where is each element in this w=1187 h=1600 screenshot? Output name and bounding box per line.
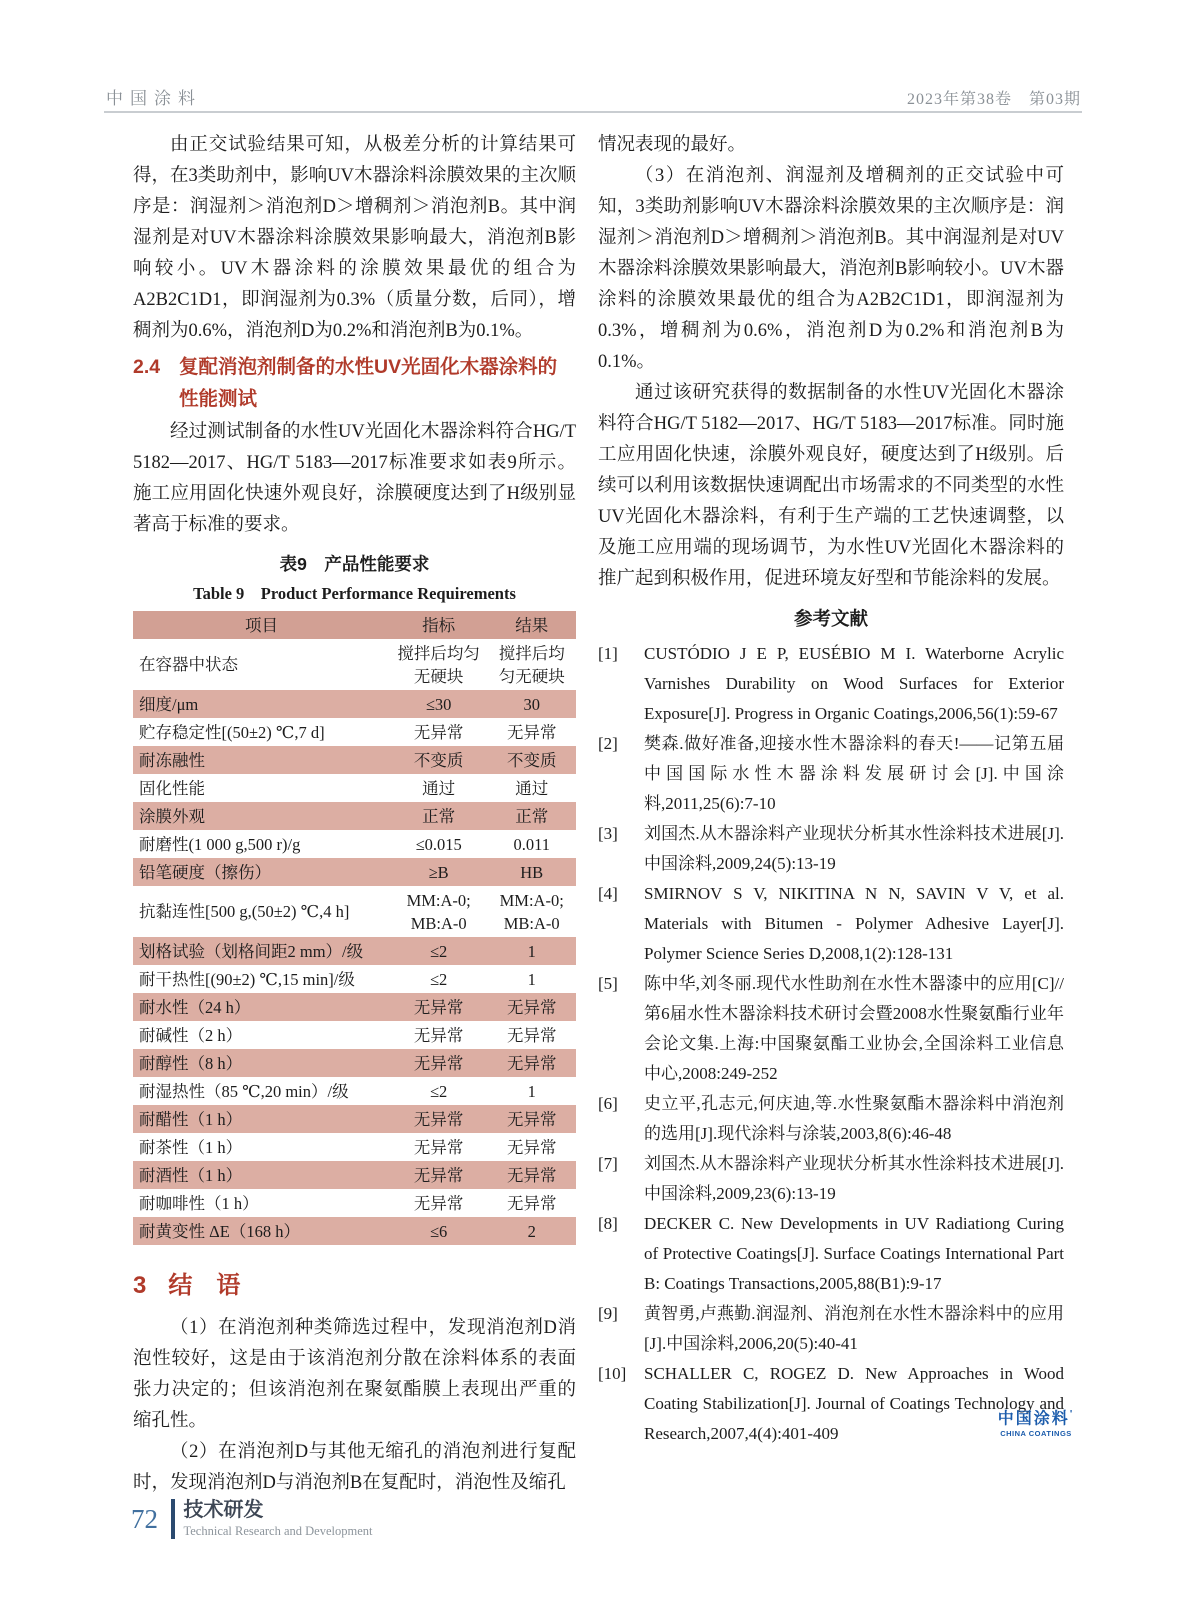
table-cell-item: 耐咖啡性（1 h） [139, 1193, 259, 1213]
table-cell-item: 耐茶性（1 h） [139, 1137, 243, 1157]
table-cell-item: 在容器中状态 [139, 655, 238, 674]
table-cell-result: 无异常 [506, 1137, 557, 1157]
table-cell-item: 耐醇性（8 h） [139, 1053, 243, 1073]
section-title: 结 语 [168, 1272, 241, 1299]
reference-text: 陈中华,刘冬丽.现代水性助剂在水性木器漆中的应用[C]//第6届水性木器涂料技术研讨会暨2008水性聚氨酯行业年会论文集.上海:中国聚氨酯工业协会,全国涂料工业信息中心,2008:249-252 [644, 974, 1064, 1083]
table-cell-item: 耐酒性（1 h） [139, 1165, 243, 1185]
table-cell-result: 不变质 [506, 750, 557, 770]
table-cell-result: 无异常 [506, 1109, 557, 1129]
table-row [133, 1189, 576, 1217]
footer [131, 1496, 372, 1542]
table-cell-item: 耐水性（24 h） [139, 997, 251, 1017]
reference-text: 黄智勇,卢燕勤.润湿剂、消泡剂在水性木器涂料中的应用[J].中国涂料,2006,20(5):40-41 [644, 1304, 1064, 1353]
table-row [133, 802, 576, 830]
table-row [133, 937, 576, 965]
table-row [133, 1077, 576, 1105]
paragraph-summary: 通过该研究获得的数据制备的水性UV光固化木器涂料符合HG/T 5182—2017、HG/T 5183—2017标准。同时施工应用固化快速，涂膜外观良好，硬度达到了H级别。后续可以利用该数据快速调配出市场需求的不同类型的水性UV光固化木器涂料，有利于生产端的工艺快速调整，以及施工应用端的现场调节，为水性UV光固化木器涂料的推广起到积极作用，促进环境友好型和节能涂料的发展。 [598, 383, 1064, 589]
reference-text: 刘国杰.从木器涂料产业现状分析其水性涂料技术进展[J].中国涂料,2009,24(5):13-19 [644, 824, 1064, 873]
column-header-item: 项目 [244, 615, 278, 635]
table-cell-result: 1 [527, 969, 536, 989]
table-cell-result: 无异常 [506, 1193, 557, 1213]
reference-text: SCHALLER C, ROGEZ D. New Approaches in Wood Coating Stabilization[J]. Journal of Coatings Technology and Research,2007,4(4):401-409 [644, 1364, 1064, 1443]
reference-number: [7] [598, 1154, 618, 1173]
table-row [133, 886, 576, 937]
table-cell-spec: ≤2 [430, 969, 448, 989]
table-cell-result: 30 [523, 694, 540, 714]
section-number: 2.4 [133, 356, 161, 378]
footer-section-zh: 技术研发 [183, 1499, 264, 1521]
table-cell-result: MM:A-0; MB:A-0 [499, 890, 564, 933]
performance-table [133, 611, 576, 1245]
table-row [133, 830, 576, 858]
china-coatings-logo [985, 1406, 1087, 1438]
logo-text-zh: 中国涂料 ' [985, 1406, 1087, 1428]
table-cell-spec: ≤30 [425, 694, 452, 714]
table-cell-spec: MM:A-0; MB:A-0 [406, 890, 471, 933]
references-heading: 参考文献 [793, 610, 868, 630]
table-cell-item: 耐醋性（1 h） [139, 1109, 243, 1129]
table-cell-item: 耐干热性[(90±2) ℃,15 min]/级 [139, 969, 355, 989]
footer-section [184, 1496, 373, 1542]
table-row [133, 1105, 576, 1133]
table-cell-result: 正常 [515, 806, 549, 826]
table-cell-spec: ≤2 [430, 1081, 448, 1101]
table-row [133, 746, 576, 774]
references-list [598, 639, 1064, 1449]
logo-text-en: CHINA COATINGS [1000, 1429, 1072, 1439]
table-row [133, 1161, 576, 1189]
reference-item [598, 1149, 1064, 1209]
reference-item [598, 969, 1064, 1089]
conclusion-point-3: （3）在消泡剂、润湿剂及增稠剂的正交试验中可知，3类助剂影响UV木器涂料涂膜效果的主次顺序是：润湿剂＞消泡剂D＞增稠剂＞消泡剂B。其中润湿剂是对UV木器涂料涂膜效果影响最大，消泡剂B影响较小。UV木器涂料的涂膜效果最优的组合为A2B2C1D1，即润湿剂为0.3%，增稠剂为0.6%，消泡剂D为0.2%和消泡剂B为0.1%。 [598, 166, 1064, 372]
performance-table-body [133, 639, 576, 1245]
table-cell-spec: ≤6 [430, 1221, 448, 1241]
table-cell-item: 细度/μm [139, 694, 199, 714]
reference-number: [9] [598, 1304, 618, 1323]
table-row [133, 718, 576, 746]
table-row [133, 639, 576, 690]
reference-number: [5] [598, 974, 618, 993]
table-cell-item: 涂膜外观 [139, 806, 205, 826]
table-cell-result: 无异常 [506, 722, 557, 742]
table-cell-spec: ≥B [428, 862, 449, 882]
table-row [133, 965, 576, 993]
table-cell-item: 耐磨性(1 000 g,500 r)/g [139, 834, 301, 854]
table-cell-result: 无异常 [506, 1053, 557, 1073]
reference-item [598, 879, 1064, 969]
reference-text: 樊森.做好准备,迎接水性木器涂料的春天!——记第五届中国国际水性木器涂料发展研讨会[J].中国涂料,2011,25(6):7-10 [644, 734, 1064, 813]
table-cell-item: 耐黄变性 ΔE（168 h） [139, 1221, 300, 1241]
reference-number: [2] [598, 734, 618, 753]
table-row [133, 1049, 576, 1077]
table-cell-spec: ≤0.015 [415, 834, 462, 854]
paragraph-test-results: 经过测试制备的水性UV光固化木器涂料符合HG/T 5182—2017、HG/T 5183—2017标准要求如表9所示。施工应用固化快速外观良好，涂膜硬度达到了H级别显著高于标准的要求。 [133, 422, 576, 535]
reference-number: [10] [598, 1364, 627, 1383]
table-row [133, 1133, 576, 1161]
column-header-result: 结果 [515, 615, 549, 635]
table-row [133, 858, 576, 886]
table-cell-spec: 通过 [422, 778, 456, 798]
reference-text: DECKER C. New Developments in UV Radiationg Curing of Protective Coatings[J]. Surface Coatings International Part B: Coatings Transactions,2005,88(B1):9-17 [644, 1214, 1064, 1293]
section-title: 复配消泡剂制备的水性UV光固化木器涂料的性能测试 [179, 356, 558, 410]
reference-text: SMIRNOV S V, NIKITINA N N, SAVIN V V, et al. Materials with Bitumen - Polymer Adhesive Layer[J]. Polymer Science Series D,2008,1(2):128-131 [644, 884, 1064, 963]
table-cell-item: 贮存稳定性[(50±2) ℃,7 d] [139, 722, 325, 742]
table-cell-spec: 无异常 [413, 1193, 464, 1213]
table-row [133, 993, 576, 1021]
table-cell-item: 固化性能 [139, 778, 205, 798]
table-cell-spec: 无异常 [413, 722, 464, 742]
table-cell-result: 0.011 [513, 834, 550, 854]
header-rule [104, 111, 1082, 113]
table-cell-result: 1 [527, 941, 536, 961]
paragraph-continuation: 情况表现的最好。 [598, 135, 747, 155]
footer-divider [171, 1499, 175, 1539]
page-number: 72 [131, 1504, 158, 1534]
table-cell-spec: ≤2 [430, 941, 448, 961]
table-row [133, 690, 576, 718]
journal-name: 中国涂料 [106, 89, 202, 108]
table-cell-item: 划格试验（划格间距2 mm）/级 [139, 941, 364, 961]
table-caption-en: Table 9 Product Performance Requirements [193, 584, 516, 603]
reference-text: CUSTÓDIO J E P, EUSÉBIO M I. Waterborne Acrylic Varnishes Durability on Wood Surfaces for Exterior Exposure[J]. Progress in Organic Coatings,2006,56(1):59-67 [644, 644, 1064, 723]
table-row [133, 1217, 576, 1245]
reference-number: [4] [598, 884, 618, 903]
table-row [133, 1021, 576, 1049]
table-cell-item: 耐碱性（2 h） [139, 1025, 243, 1045]
column-header-spec: 指标 [422, 615, 456, 635]
conclusion-point-1: （1）在消泡剂种类筛选过程中，发现消泡剂D消泡性较好，这是由于该消泡剂分散在涂料体系的表面张力决定的；但该消泡剂在聚氨酯膜上表现出严重的缩孔性。 [133, 1318, 576, 1431]
footer-section-en: Technical Research and Development [183, 1524, 373, 1538]
table-cell-result: 无异常 [506, 997, 557, 1017]
reference-item [598, 1299, 1064, 1359]
reference-text: 史立平,孔志元,何庆迪,等.水性聚氨酯木器涂料中消泡剂的选用[J].现代涂料与涂装,2003,8(6):46-48 [644, 1094, 1064, 1143]
section-heading-3 [133, 1271, 576, 1301]
table-cell-result: 2 [527, 1221, 536, 1241]
table-cell-result: 搅拌后均匀无硬块 [498, 643, 565, 686]
issue-info: 2023年第38卷 第03期 [906, 91, 1081, 108]
conclusion-point-2: （2）在消泡剂D与其他无缩孔的消泡剂进行复配时，发现消泡剂D与消泡剂B在复配时，消泡性及缩孔 [133, 1442, 576, 1493]
reference-number: [8] [598, 1214, 618, 1233]
table-cell-item: 抗黏连性[500 g,(50±2) ℃,4 h] [139, 902, 350, 921]
table-cell-spec: 无异常 [413, 1025, 464, 1045]
reference-item [598, 1209, 1064, 1299]
table-cell-result: 通过 [515, 778, 549, 798]
section-number: 3 [133, 1272, 147, 1299]
table-cell-spec: 无异常 [413, 997, 464, 1017]
table-cell-result: 无异常 [506, 1165, 557, 1185]
table-cell-item: 耐湿热性（85 ℃,20 min）/级 [139, 1081, 349, 1101]
section-heading-2-4 [133, 351, 576, 415]
left-column [133, 130, 576, 1499]
reference-number: [1] [598, 644, 618, 663]
table-cell-spec: 无异常 [413, 1137, 464, 1157]
table-cell-spec: 不变质 [413, 750, 464, 770]
paragraph-orthogonal-results: 由正交试验结果可知，从极差分析的计算结果可得，在3类助剂中，影响UV木器涂料涂膜效果的主次顺序是：润湿剂＞消泡剂D＞增稠剂＞消泡剂B。其中润湿剂是对UV木器涂料涂膜效果影响最大，消泡剂B影响较小。UV木器涂料的涂膜效果最优的组合为A2B2C1D1，即润湿剂为0.3%（质量分数，后同），增稠剂为0.6%，消泡剂D为0.2%和消泡剂B为0.1%。 [133, 135, 576, 341]
right-column [598, 130, 1064, 1449]
reference-number: [6] [598, 1094, 618, 1113]
table-cell-spec: 无异常 [413, 1165, 464, 1185]
table-cell-item: 铅笔硬度（擦伤） [139, 862, 271, 882]
table-row [133, 774, 576, 802]
reference-number: [3] [598, 824, 618, 843]
table-cell-result: 1 [527, 1081, 536, 1101]
table-cell-result: HB [520, 862, 544, 882]
reference-item [598, 639, 1064, 729]
reference-item [598, 1089, 1064, 1149]
reference-item [598, 729, 1064, 819]
table-cell-spec: 正常 [422, 806, 456, 826]
table-cell-result: 无异常 [506, 1025, 557, 1045]
table-cell-spec: 无异常 [413, 1053, 464, 1073]
table-cell-spec: 搅拌后均匀无硬块 [397, 643, 480, 686]
table-cell-spec: 无异常 [413, 1109, 464, 1129]
reference-text: 刘国杰.从木器涂料产业现状分析其水性涂料技术进展[J].中国涂料,2009,23(6):13-19 [644, 1154, 1064, 1203]
table-caption-zh: 表9 产品性能要求 [279, 554, 430, 574]
reference-item [598, 819, 1064, 879]
table-header-row [133, 611, 576, 639]
table-cell-item: 耐冻融性 [139, 750, 205, 770]
